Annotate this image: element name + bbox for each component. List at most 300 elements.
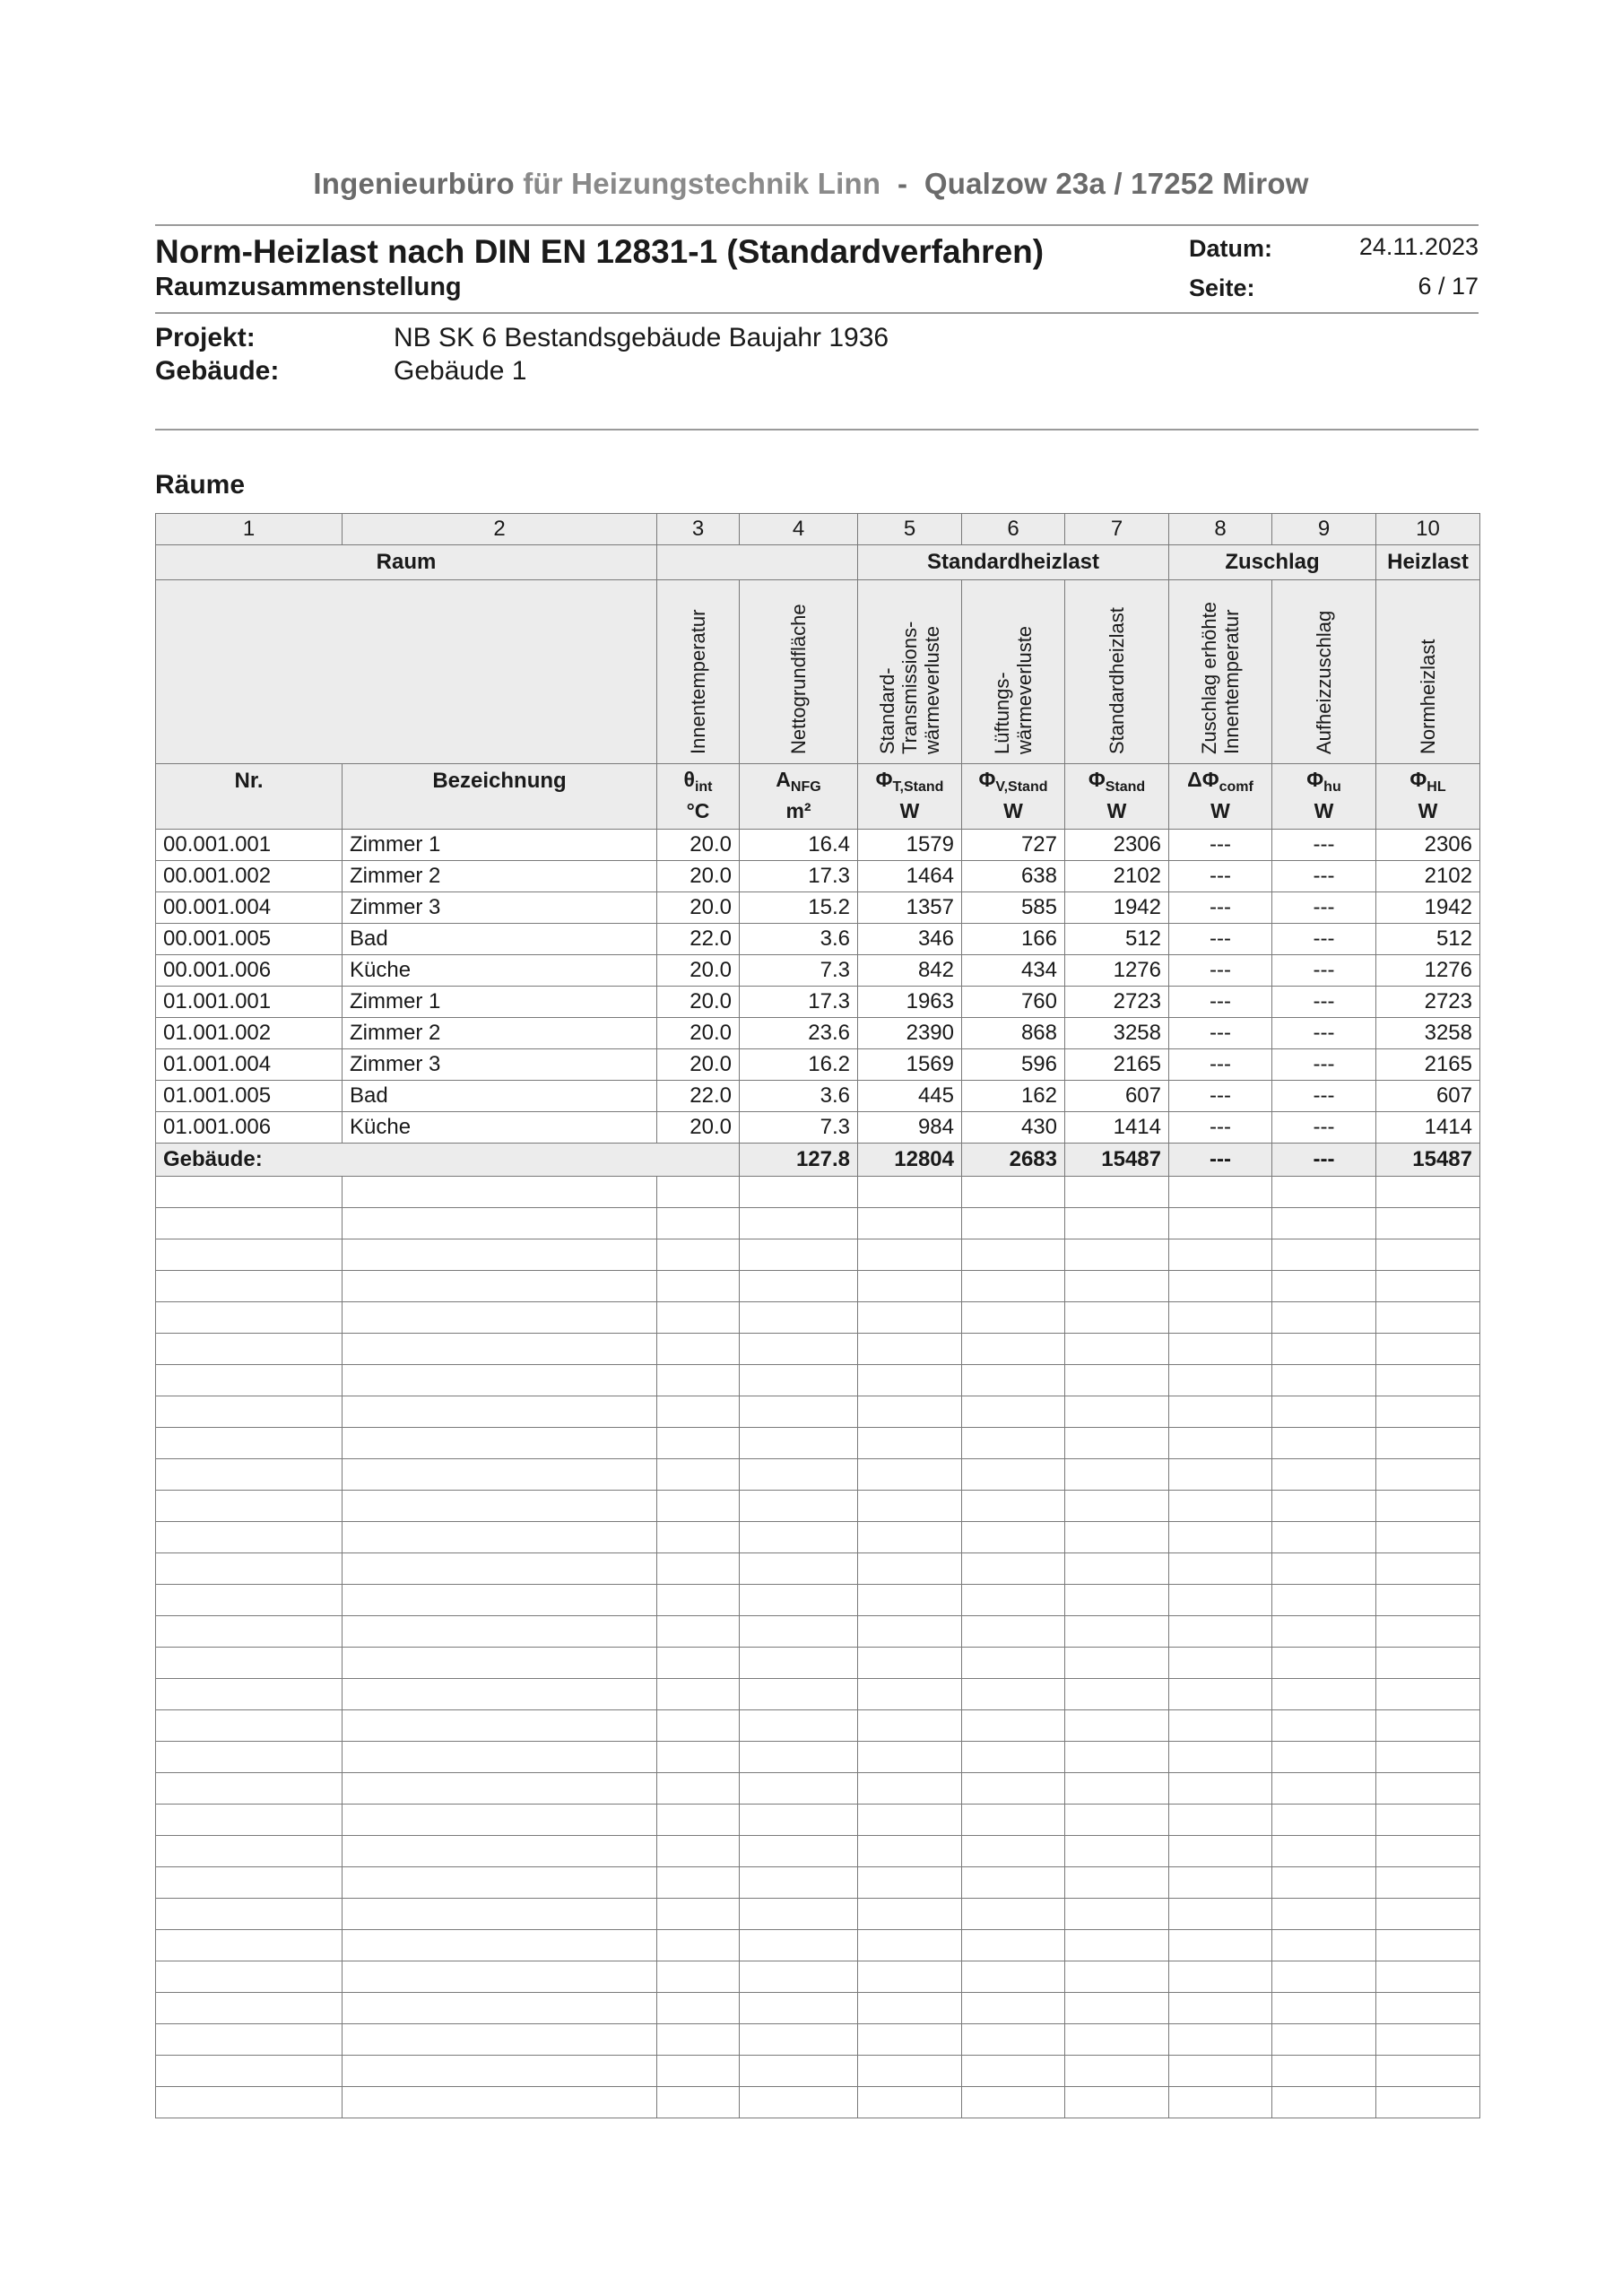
empty-row bbox=[156, 1302, 1480, 1334]
empty-cell bbox=[156, 1239, 343, 1271]
empty-cell bbox=[1169, 1491, 1272, 1522]
empty-cell bbox=[962, 1334, 1065, 1365]
company-name: Ingenieurbüro bbox=[313, 167, 515, 200]
empty-cell bbox=[343, 1177, 657, 1208]
empty-cell bbox=[858, 1836, 962, 1867]
empty-cell bbox=[1272, 1867, 1376, 1899]
col-number: 5 bbox=[858, 514, 962, 545]
empty-cell bbox=[657, 1930, 740, 1961]
room-transmission-loss: 445 bbox=[858, 1081, 962, 1112]
empty-cell bbox=[962, 1679, 1065, 1710]
col-number: 6 bbox=[962, 514, 1065, 545]
room-heat-load: 1414 bbox=[1376, 1112, 1480, 1144]
room-name: Zimmer 1 bbox=[343, 987, 657, 1018]
header-nr: Nr. bbox=[156, 764, 343, 830]
empty-cell bbox=[1272, 1585, 1376, 1616]
empty-cell bbox=[657, 1177, 740, 1208]
empty-cell bbox=[156, 1993, 343, 2024]
empty-cell bbox=[962, 1271, 1065, 1302]
empty-cell bbox=[740, 1710, 858, 1742]
document-subtitle: Raumzusammenstellung bbox=[155, 273, 462, 301]
empty-cell bbox=[740, 1805, 858, 1836]
empty-cell bbox=[343, 1773, 657, 1805]
empty-cell bbox=[1065, 2056, 1169, 2087]
empty-cell bbox=[858, 1710, 962, 1742]
empty-cell bbox=[740, 1648, 858, 1679]
empty-row bbox=[156, 1553, 1480, 1585]
empty-cell bbox=[962, 2056, 1065, 2087]
empty-row bbox=[156, 1334, 1480, 1365]
total-ventilation: 2683 bbox=[962, 1144, 1065, 1177]
empty-cell bbox=[962, 1585, 1065, 1616]
empty-cell bbox=[1169, 1616, 1272, 1648]
empty-cell bbox=[962, 1930, 1065, 1961]
rotated-header-c6 bbox=[962, 580, 1065, 764]
total-comfort-surcharge: --- bbox=[1169, 1144, 1272, 1177]
total-row bbox=[156, 1144, 1480, 1177]
empty-cell bbox=[1272, 2056, 1376, 2087]
empty-cell bbox=[156, 1930, 343, 1961]
empty-cell bbox=[1065, 1302, 1169, 1334]
room-number: 00.001.001 bbox=[156, 830, 343, 861]
empty-row bbox=[156, 1961, 1480, 1993]
room-heat-load: 607 bbox=[1376, 1081, 1480, 1112]
table-row bbox=[156, 1081, 1480, 1112]
table-row bbox=[156, 830, 1480, 861]
empty-cell bbox=[657, 1805, 740, 1836]
empty-cell bbox=[962, 1239, 1065, 1271]
room-reheat-surcharge: --- bbox=[1272, 955, 1376, 987]
empty-cell bbox=[156, 1208, 343, 1239]
empty-cell bbox=[1272, 1899, 1376, 1930]
empty-cell bbox=[657, 1208, 740, 1239]
total-transmission: 12804 bbox=[858, 1144, 962, 1177]
empty-row bbox=[156, 1867, 1480, 1899]
empty-cell bbox=[1272, 1648, 1376, 1679]
empty-cell bbox=[1376, 1961, 1480, 1993]
room-comfort-surcharge: --- bbox=[1169, 1112, 1272, 1144]
empty-cell bbox=[1169, 1899, 1272, 1930]
empty-cell bbox=[657, 1742, 740, 1773]
room-comfort-surcharge: --- bbox=[1169, 987, 1272, 1018]
empty-cell bbox=[1272, 1773, 1376, 1805]
room-heat-load: 2165 bbox=[1376, 1049, 1480, 1081]
empty-row bbox=[156, 1742, 1480, 1773]
empty-cell bbox=[1272, 1522, 1376, 1553]
empty-cell bbox=[156, 2056, 343, 2087]
room-reheat-surcharge: --- bbox=[1272, 830, 1376, 861]
empty-cell bbox=[1169, 1177, 1272, 1208]
empty-cell bbox=[1169, 1334, 1272, 1365]
room-name: Bad bbox=[343, 1081, 657, 1112]
building-value: Gebäude 1 bbox=[394, 356, 527, 386]
empty-cell bbox=[858, 1553, 962, 1585]
room-comfort-surcharge: --- bbox=[1169, 892, 1272, 924]
room-transmission-loss: 1569 bbox=[858, 1049, 962, 1081]
empty-cell bbox=[1376, 1773, 1480, 1805]
empty-cell bbox=[156, 1742, 343, 1773]
col-number: 1 bbox=[156, 514, 343, 545]
empty-cell bbox=[1376, 1428, 1480, 1459]
rotated-label-line: Innentemperatur bbox=[687, 609, 709, 754]
group-empty bbox=[657, 545, 858, 580]
empty-cell bbox=[156, 1679, 343, 1710]
empty-cell bbox=[962, 1867, 1065, 1899]
room-area: 16.2 bbox=[740, 1049, 858, 1081]
empty-cell bbox=[858, 1805, 962, 1836]
date-label: Datum: bbox=[1189, 235, 1272, 262]
empty-cell bbox=[858, 1585, 962, 1616]
rotated-header-c8 bbox=[1169, 580, 1272, 764]
empty-cell bbox=[156, 1334, 343, 1365]
room-name: Zimmer 3 bbox=[343, 892, 657, 924]
date-value: 24.11.2023 bbox=[1358, 233, 1479, 260]
room-temperature: 20.0 bbox=[657, 1018, 740, 1049]
empty-cell bbox=[1376, 1177, 1480, 1208]
room-standard-load: 2723 bbox=[1065, 987, 1169, 1018]
rotated-header-c3 bbox=[657, 580, 740, 764]
empty-cell bbox=[343, 1396, 657, 1428]
empty-cell bbox=[858, 1177, 962, 1208]
empty-cell bbox=[156, 1428, 343, 1459]
empty-cell bbox=[343, 1710, 657, 1742]
empty-cell bbox=[657, 2087, 740, 2118]
empty-cell bbox=[740, 1961, 858, 1993]
empty-cell bbox=[1169, 2056, 1272, 2087]
empty-cell bbox=[1376, 1302, 1480, 1334]
empty-cell bbox=[740, 1491, 858, 1522]
empty-cell bbox=[1169, 1773, 1272, 1805]
room-area: 17.3 bbox=[740, 861, 858, 892]
empty-cell bbox=[156, 1616, 343, 1648]
empty-cell bbox=[740, 1522, 858, 1553]
room-transmission-loss: 346 bbox=[858, 924, 962, 955]
empty-cell bbox=[1065, 2087, 1169, 2118]
empty-row bbox=[156, 1710, 1480, 1742]
empty-cell bbox=[858, 1239, 962, 1271]
empty-cell bbox=[343, 1459, 657, 1491]
room-name: Bad bbox=[343, 924, 657, 955]
empty-cell bbox=[343, 1365, 657, 1396]
empty-cell bbox=[1376, 2087, 1480, 2118]
empty-cell bbox=[1065, 1710, 1169, 1742]
empty-cell bbox=[1272, 1679, 1376, 1710]
group-standard: Standardheizlast bbox=[858, 545, 1169, 580]
group-header-row bbox=[156, 545, 1480, 580]
room-comfort-surcharge: --- bbox=[1169, 830, 1272, 861]
room-standard-load: 512 bbox=[1065, 924, 1169, 955]
empty-cell bbox=[962, 2024, 1065, 2056]
room-transmission-loss: 842 bbox=[858, 955, 962, 987]
empty-cell bbox=[858, 1993, 962, 2024]
empty-cell bbox=[858, 1522, 962, 1553]
room-reheat-surcharge: --- bbox=[1272, 861, 1376, 892]
empty-cell bbox=[858, 2024, 962, 2056]
divider bbox=[155, 312, 1479, 314]
table-row bbox=[156, 924, 1480, 955]
empty-cell bbox=[657, 1271, 740, 1302]
empty-cell bbox=[962, 1177, 1065, 1208]
empty-cell bbox=[657, 1428, 740, 1459]
empty-cell bbox=[657, 1334, 740, 1365]
company-address: Qualzow 23a / 17252 Mirow bbox=[924, 167, 1309, 200]
empty-cell bbox=[1065, 1961, 1169, 1993]
empty-cell bbox=[343, 2056, 657, 2087]
empty-cell bbox=[1065, 1805, 1169, 1836]
empty-cell bbox=[1376, 1396, 1480, 1428]
empty-cell bbox=[962, 1396, 1065, 1428]
room-standard-load: 2102 bbox=[1065, 861, 1169, 892]
total-standard-load: 15487 bbox=[1065, 1144, 1169, 1177]
rotated-empty bbox=[156, 580, 657, 764]
col-number: 9 bbox=[1272, 514, 1376, 545]
room-ventilation-loss: 585 bbox=[962, 892, 1065, 924]
empty-cell bbox=[1065, 1930, 1169, 1961]
empty-cell bbox=[1065, 1679, 1169, 1710]
empty-cell bbox=[740, 2056, 858, 2087]
empty-cell bbox=[343, 1679, 657, 1710]
empty-cell bbox=[657, 1396, 740, 1428]
empty-cell bbox=[858, 1679, 962, 1710]
empty-cell bbox=[962, 1459, 1065, 1491]
header-delta-phi-comf: $\Delta\Phi_{comf}$ W bbox=[1169, 764, 1272, 830]
empty-cell bbox=[1376, 1239, 1480, 1271]
empty-cell bbox=[1376, 1993, 1480, 2024]
empty-cell bbox=[1065, 1993, 1169, 2024]
header-phi-v-stand: $\Phi_{V,Stand}$ W bbox=[962, 764, 1065, 830]
empty-cell bbox=[1065, 1428, 1169, 1459]
building-label: Gebäude: bbox=[155, 356, 280, 386]
empty-cell bbox=[156, 1491, 343, 1522]
group-raum: Raum bbox=[156, 545, 657, 580]
empty-cell bbox=[962, 1773, 1065, 1805]
empty-cell bbox=[657, 1679, 740, 1710]
room-temperature: 20.0 bbox=[657, 1049, 740, 1081]
column-number-row bbox=[156, 514, 1480, 545]
project-label: Projekt: bbox=[155, 323, 256, 352]
table-row bbox=[156, 1018, 1480, 1049]
empty-cell bbox=[1065, 1616, 1169, 1648]
empty-cell bbox=[1169, 1679, 1272, 1710]
col-number: 7 bbox=[1065, 514, 1169, 545]
col-number: 10 bbox=[1376, 514, 1480, 545]
header-phi-t-stand: $\Phi_{T,Stand}$ W bbox=[858, 764, 962, 830]
empty-cell bbox=[858, 1271, 962, 1302]
empty-cell bbox=[962, 1428, 1065, 1459]
empty-cell bbox=[1272, 1993, 1376, 2024]
empty-cell bbox=[962, 1616, 1065, 1648]
divider bbox=[155, 429, 1479, 430]
empty-cell bbox=[1272, 1742, 1376, 1773]
table-row bbox=[156, 1049, 1480, 1081]
empty-cell bbox=[657, 1459, 740, 1491]
rotated-header-c4 bbox=[740, 580, 858, 764]
empty-cell bbox=[962, 1993, 1065, 2024]
empty-cell bbox=[1376, 1742, 1480, 1773]
empty-cell bbox=[1272, 1805, 1376, 1836]
room-number: 00.001.002 bbox=[156, 861, 343, 892]
empty-cell bbox=[962, 1710, 1065, 1742]
table-row bbox=[156, 861, 1480, 892]
empty-cell bbox=[657, 1616, 740, 1648]
empty-cell bbox=[1169, 2024, 1272, 2056]
empty-cell bbox=[1272, 1239, 1376, 1271]
empty-cell bbox=[858, 1396, 962, 1428]
empty-cell bbox=[1065, 1742, 1169, 1773]
room-temperature: 20.0 bbox=[657, 830, 740, 861]
rotated-header-c10 bbox=[1376, 580, 1480, 764]
empty-cell bbox=[657, 2056, 740, 2087]
empty-cell bbox=[1169, 1867, 1272, 1899]
empty-cell bbox=[1376, 2024, 1480, 2056]
empty-cell bbox=[740, 2087, 858, 2118]
empty-cell bbox=[1065, 1239, 1169, 1271]
table-row bbox=[156, 987, 1480, 1018]
empty-cell bbox=[657, 1585, 740, 1616]
col-number: 3 bbox=[657, 514, 740, 545]
rotated-label-line: Normheizlast bbox=[1417, 639, 1439, 754]
empty-cell bbox=[343, 1302, 657, 1334]
empty-cell bbox=[343, 1899, 657, 1930]
room-area: 7.3 bbox=[740, 955, 858, 987]
empty-cell bbox=[1376, 1899, 1480, 1930]
room-ventilation-loss: 596 bbox=[962, 1049, 1065, 1081]
empty-row bbox=[156, 1930, 1480, 1961]
room-temperature: 22.0 bbox=[657, 1081, 740, 1112]
room-standard-load: 607 bbox=[1065, 1081, 1169, 1112]
rotated-label-line: Lüftungs- bbox=[991, 672, 1013, 754]
empty-cell bbox=[657, 1365, 740, 1396]
empty-cell bbox=[962, 1302, 1065, 1334]
section-title: Räume bbox=[155, 470, 246, 500]
project-value: NB SK 6 Bestandsgebäude Baujahr 1936 bbox=[394, 323, 889, 352]
room-heat-load: 1276 bbox=[1376, 955, 1480, 987]
empty-cell bbox=[156, 2087, 343, 2118]
empty-cell bbox=[740, 1585, 858, 1616]
header-phi-hl: $\Phi_{HL}$ W bbox=[1376, 764, 1480, 830]
room-number: 01.001.001 bbox=[156, 987, 343, 1018]
empty-cell bbox=[343, 1616, 657, 1648]
empty-cell bbox=[1169, 1208, 1272, 1239]
empty-cell bbox=[343, 1271, 657, 1302]
empty-cell bbox=[343, 1836, 657, 1867]
room-number: 01.001.002 bbox=[156, 1018, 343, 1049]
empty-row bbox=[156, 1836, 1480, 1867]
empty-cell bbox=[343, 1805, 657, 1836]
empty-cell bbox=[1272, 1365, 1376, 1396]
empty-cell bbox=[343, 1553, 657, 1585]
empty-cell bbox=[962, 1208, 1065, 1239]
room-area: 23.6 bbox=[740, 1018, 858, 1049]
empty-cell bbox=[858, 1208, 962, 1239]
empty-cell bbox=[740, 2024, 858, 2056]
empty-row bbox=[156, 2024, 1480, 2056]
empty-cell bbox=[1169, 2087, 1272, 2118]
empty-cell bbox=[962, 1899, 1065, 1930]
empty-cell bbox=[740, 1365, 858, 1396]
empty-cell bbox=[962, 1836, 1065, 1867]
empty-cell bbox=[1376, 2056, 1480, 2087]
empty-cell bbox=[1169, 1836, 1272, 1867]
empty-cell bbox=[1169, 1271, 1272, 1302]
empty-cell bbox=[657, 2024, 740, 2056]
room-reheat-surcharge: --- bbox=[1272, 924, 1376, 955]
empty-cell bbox=[1272, 1930, 1376, 1961]
room-standard-load: 3258 bbox=[1065, 1018, 1169, 1049]
empty-cell bbox=[962, 1805, 1065, 1836]
room-heat-load: 2102 bbox=[1376, 861, 1480, 892]
room-heat-load: 1942 bbox=[1376, 892, 1480, 924]
empty-cell bbox=[1272, 1836, 1376, 1867]
empty-cell bbox=[740, 1428, 858, 1459]
empty-row bbox=[156, 1679, 1480, 1710]
empty-cell bbox=[1376, 1930, 1480, 1961]
room-area: 3.6 bbox=[740, 924, 858, 955]
empty-cell bbox=[962, 1522, 1065, 1553]
rotated-header-c7 bbox=[1065, 580, 1169, 764]
room-standard-load: 2165 bbox=[1065, 1049, 1169, 1081]
total-heat-load: 15487 bbox=[1376, 1144, 1480, 1177]
room-name: Zimmer 2 bbox=[343, 861, 657, 892]
empty-cell bbox=[657, 1773, 740, 1805]
empty-cell bbox=[156, 1867, 343, 1899]
total-reheat-surcharge: --- bbox=[1272, 1144, 1376, 1177]
empty-cell bbox=[343, 1648, 657, 1679]
empty-cell bbox=[657, 1836, 740, 1867]
empty-cell bbox=[156, 1302, 343, 1334]
room-comfort-surcharge: --- bbox=[1169, 1081, 1272, 1112]
empty-cell bbox=[1272, 1271, 1376, 1302]
empty-cell bbox=[343, 1491, 657, 1522]
empty-cell bbox=[343, 1930, 657, 1961]
empty-row bbox=[156, 1522, 1480, 1553]
empty-cell bbox=[740, 1553, 858, 1585]
room-area: 7.3 bbox=[740, 1112, 858, 1144]
empty-cell bbox=[1376, 1867, 1480, 1899]
table-row bbox=[156, 955, 1480, 987]
empty-cell bbox=[858, 1616, 962, 1648]
empty-row bbox=[156, 1208, 1480, 1239]
empty-cell bbox=[1169, 1365, 1272, 1396]
room-area: 17.3 bbox=[740, 987, 858, 1018]
empty-cell bbox=[1065, 1208, 1169, 1239]
empty-cell bbox=[740, 1836, 858, 1867]
room-comfort-surcharge: --- bbox=[1169, 1049, 1272, 1081]
empty-cell bbox=[858, 1648, 962, 1679]
col-number: 8 bbox=[1169, 514, 1272, 545]
empty-row bbox=[156, 2087, 1480, 2118]
room-temperature: 20.0 bbox=[657, 955, 740, 987]
empty-cell bbox=[740, 1679, 858, 1710]
empty-cell bbox=[1169, 1522, 1272, 1553]
empty-cell bbox=[1169, 1805, 1272, 1836]
empty-cell bbox=[1376, 1679, 1480, 1710]
room-transmission-loss: 1357 bbox=[858, 892, 962, 924]
room-number: 00.001.005 bbox=[156, 924, 343, 955]
empty-cell bbox=[858, 1867, 962, 1899]
rotated-label-line: wärmeverluste bbox=[1013, 625, 1036, 754]
empty-cell bbox=[1376, 1334, 1480, 1365]
empty-cell bbox=[657, 1993, 740, 2024]
empty-cell bbox=[1065, 1836, 1169, 1867]
room-transmission-loss: 1579 bbox=[858, 830, 962, 861]
room-standard-load: 1942 bbox=[1065, 892, 1169, 924]
empty-cell bbox=[740, 1239, 858, 1271]
empty-cell bbox=[858, 1742, 962, 1773]
rotated-label-line: Innentemperatur bbox=[1220, 609, 1243, 754]
empty-cell bbox=[1272, 1334, 1376, 1365]
empty-cell bbox=[740, 1271, 858, 1302]
